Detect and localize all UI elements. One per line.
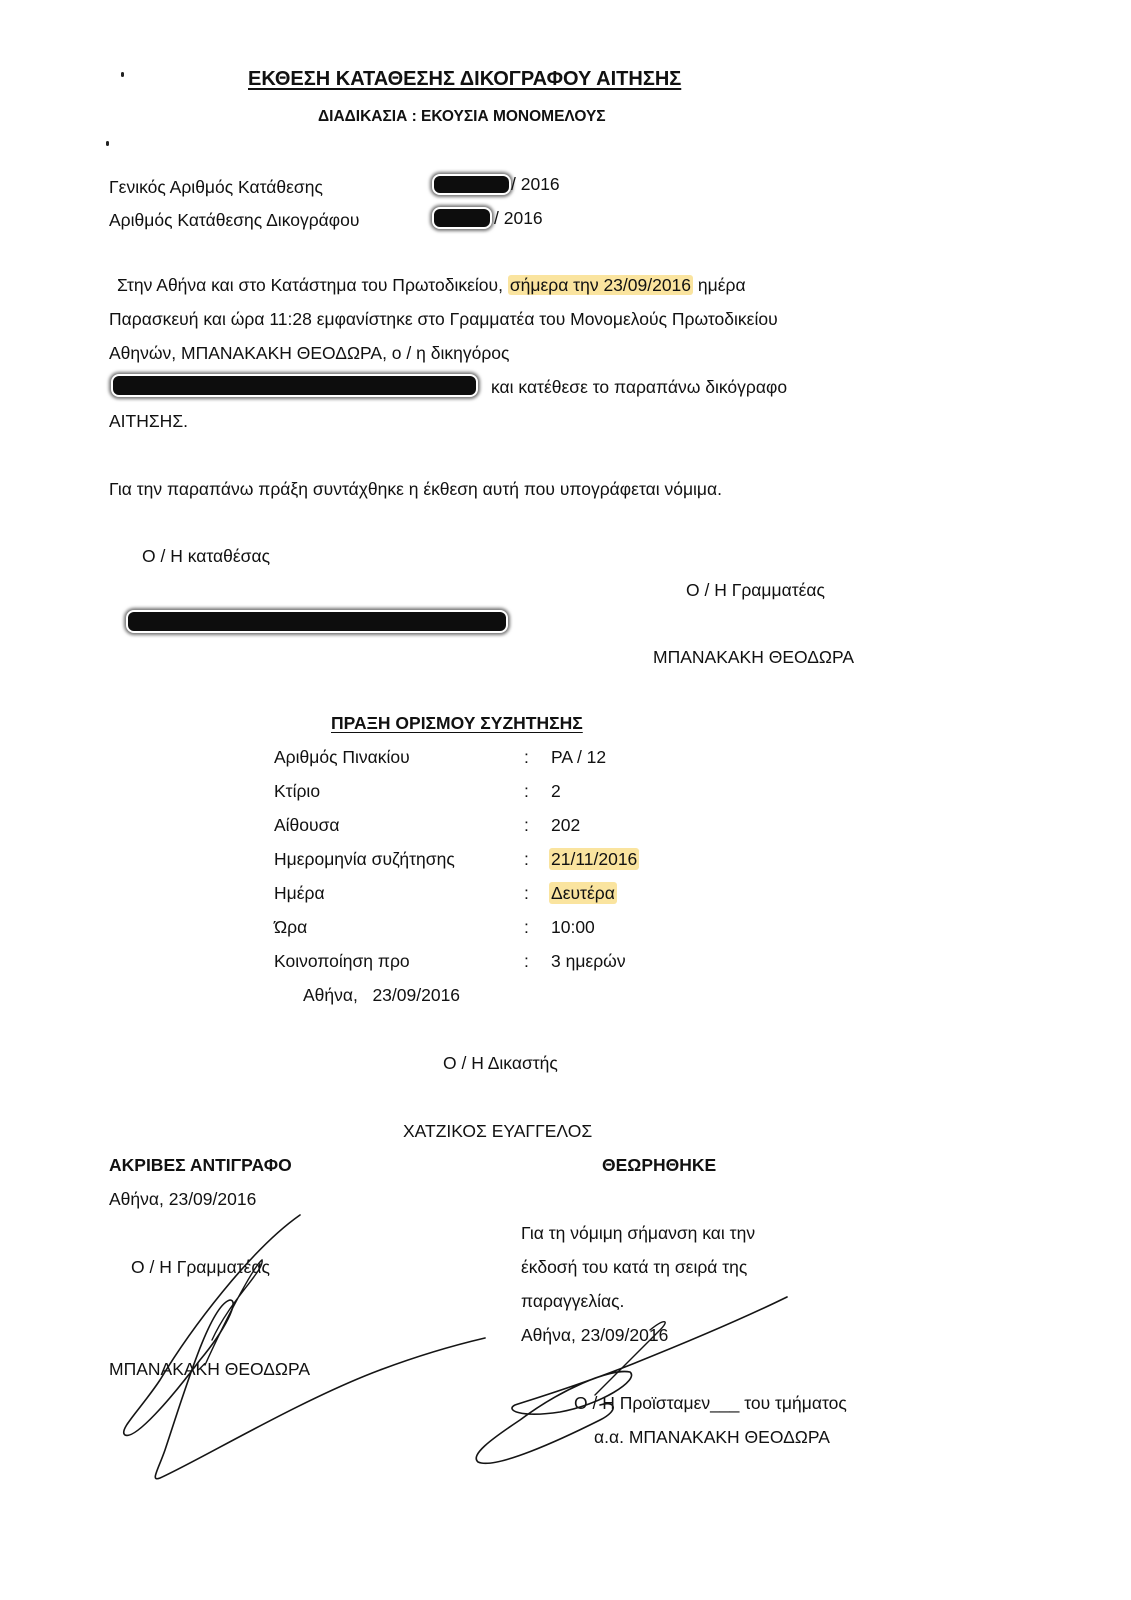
hearing-row-value: 202 (551, 815, 581, 835)
hearing-row-label: Κτίριο (274, 781, 321, 801)
signature-left-stroke (124, 1215, 485, 1479)
hearing-row-separator: : (524, 849, 529, 869)
hearing-row-separator: : (524, 951, 529, 971)
true-copy-place-date: Αθήνα, 23/09/2016 (109, 1189, 257, 1209)
body-line-2: Παρασκευή και ώρα 11:28 εμφανίστηκε στο Γραμματέα του Μονομελούς Πρωτοδικείου (109, 309, 778, 329)
body-line-1-start: Στην Αθήνα και στο Κατάστημα του Πρωτοδικείου, (117, 275, 503, 295)
approval-line-3: παραγγελίας. (521, 1291, 625, 1311)
approval-line-1: Για τη νόμιμη σήμανση και την (521, 1223, 756, 1243)
document-title: ΕΚΘΕΣΗ ΚΑΤΑΘΕΣΗΣ ΔΙΚΟΓΡΑΦΟΥ ΑΙΤΗΣΗΣ (248, 68, 682, 90)
approval-line-2: έκδοσή του κατά τη σειρά της (521, 1257, 748, 1277)
secretary-name: ΜΠΑΝΑΚΑΚΗ ΘΕΟΔΩΡΑ (653, 647, 855, 667)
document-filing-year: / 2016 (494, 208, 543, 228)
document-filing-label: Αριθμός Κατάθεσης Δικογράφου (109, 210, 360, 230)
redaction-document-number (434, 209, 490, 227)
body-line-1-end: ημέρα (697, 275, 746, 295)
hearing-row-value: ΡΑ / 12 (551, 747, 607, 767)
body-line-5: ΑΙΤΗΣΗΣ. (109, 411, 188, 431)
body-line-1 (117, 274, 746, 296)
hearing-row-label: Ημέρα (274, 883, 325, 903)
judge-label: Ο / Η Δικαστής (443, 1053, 558, 1073)
hearing-row-separator: : (524, 917, 529, 937)
hearing-row-label: Κοινοποίηση προ (274, 951, 410, 971)
general-filing-year: / 2016 (511, 174, 560, 194)
redaction-general-number (434, 176, 509, 193)
hearing-date-value: 21/11/2016 (551, 849, 638, 869)
scan-speck (121, 72, 124, 77)
department-head-label: Ο / Η Προϊσταμεν___ του τμήματος (574, 1393, 847, 1413)
depositor-label: Ο / Η καταθέσας (142, 546, 271, 566)
approval-place-date: Αθήνα, 23/09/2016 (521, 1325, 669, 1345)
hearing-row-value: 3 ημερών (551, 951, 626, 971)
hearing-row-separator: : (524, 815, 529, 835)
hearing-row-value: 2 (551, 781, 561, 801)
redaction-lawyer-name (113, 376, 476, 395)
hearing-row-value: 10:00 (551, 917, 595, 937)
hearing-place-date: Αθήνα, 23/09/2016 (303, 985, 461, 1005)
hearing-row-separator: : (524, 781, 529, 801)
hearing-row-label: Αριθμός Πινακίου (274, 747, 410, 767)
hearing-day-value: Δευτέρα (551, 883, 615, 903)
secretary-label: Ο / Η Γραμματέας (686, 580, 825, 600)
true-copy-heading: ΑΚΡΙΒΕΣ ΑΝΤΙΓΡΑΦΟ (109, 1155, 292, 1175)
general-filing-label: Γενικός Αριθμός Κατάθεσης (109, 177, 323, 197)
filing-date-highlight: σήμερα την 23/09/2016 (509, 275, 692, 295)
scan-speck (106, 141, 109, 146)
department-head-name: α.α. ΜΠΑΝΑΚΑΚΗ ΘΕΟΔΩΡΑ (594, 1427, 830, 1447)
hearing-section-title: ΠΡΑΞΗ ΟΡΙΣΜΟΥ ΣΥΖΗΤΗΣΗΣ (331, 713, 583, 733)
hearing-row-label: Αίθουσα (274, 815, 340, 835)
hearing-row-separator: : (524, 747, 529, 767)
closing-statement: Για την παραπάνω πράξη συντάχθηκε η έκθεση αυτή που υπογράφεται νόμιμα. (109, 479, 722, 499)
true-copy-secretary-name: ΜΠΑΝΑΚΑΚΗ ΘΕΟΔΩΡΑ (109, 1359, 311, 1379)
judge-name: ΧΑΤΖΙΚΟΣ ΕΥΑΓΓΕΛΟΣ (403, 1121, 593, 1141)
hearing-row-separator: : (524, 883, 529, 903)
procedure-subtitle: ΔΙΑΔΙΚΑΣΙΑ : ΕΚΟΥΣΙΑ ΜΟΝΟΜΕΛΟΥΣ (318, 108, 606, 125)
hearing-row-label: Ώρα (274, 917, 308, 937)
body-line-3: Αθηνών, ΜΠΑΝΑΚΑΚΗ ΘΕΟΔΩΡΑ, ο / η δικηγόρος (109, 343, 510, 363)
hearing-row-label: Ημερομηνία συζήτησης (274, 849, 455, 869)
true-copy-secretary-label: Ο / Η Γραμματέας (131, 1257, 270, 1277)
approved-heading: ΘΕΩΡΗΘΗΚΕ (602, 1155, 717, 1175)
body-line-4: και κατέθεσε το παραπάνω δικόγραφο (491, 377, 788, 397)
redaction-depositor-name (128, 612, 506, 631)
